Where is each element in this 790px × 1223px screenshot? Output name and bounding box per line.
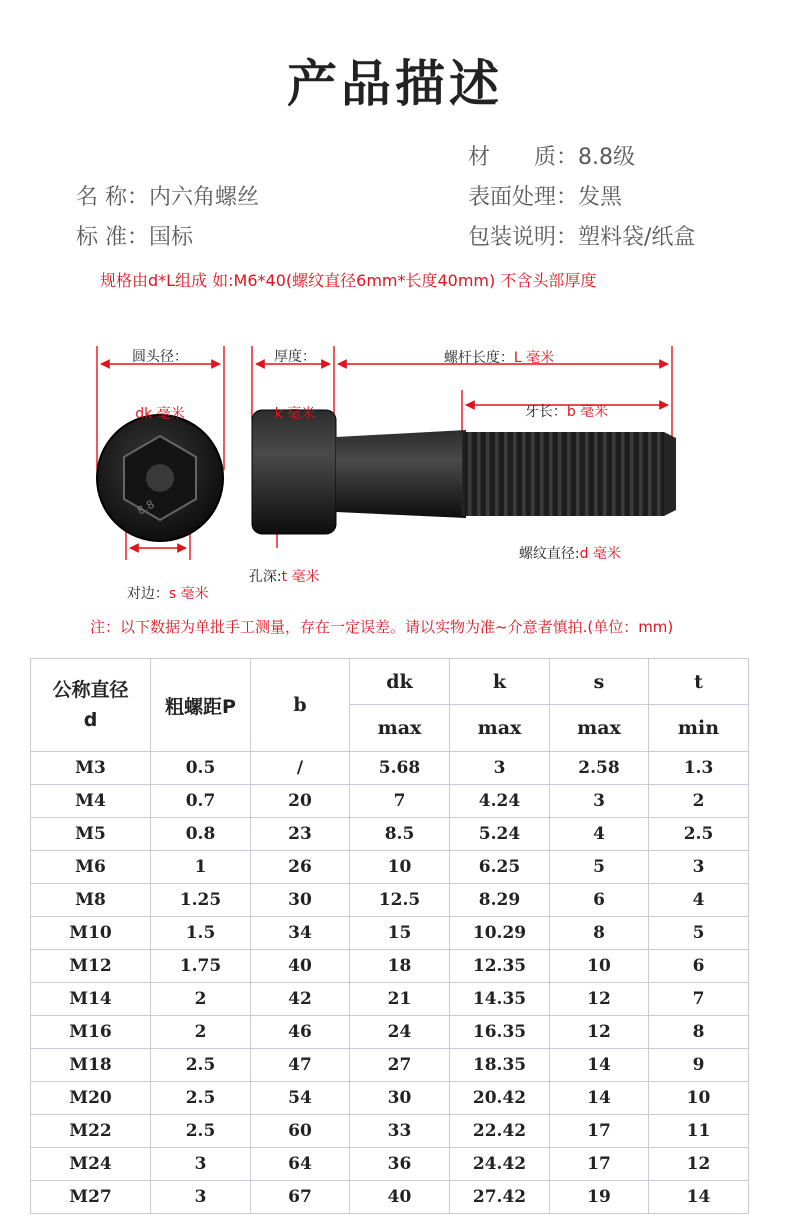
table-cell: 8.29 [450,884,550,917]
table-cell: 6 [649,950,749,983]
header-t: t [649,659,749,705]
table-cell: 3 [450,752,550,785]
header-b: b [251,659,350,752]
spec-packaging: 包装说明：塑料袋/纸盒 [468,225,696,250]
header-k: k [450,659,550,705]
table-cell: 20.42 [450,1082,550,1115]
table-cell: 2.58 [550,752,649,785]
table-cell: 30 [251,884,350,917]
table-row [31,950,749,983]
bolt-diagram [0,300,790,600]
table-cell: 10.29 [450,917,550,950]
table-cell: 24.42 [450,1148,550,1181]
table-cell: 7 [350,785,450,818]
table-cell: M16 [31,1016,151,1049]
table-cell: M24 [31,1148,151,1181]
table-cell: 6 [550,884,649,917]
across-flats-label: 对边：s 毫米 [126,586,209,602]
measurement-note: 注：以下数据为单批手工测量，存在一定误差。请以实物为准~介意者慎拍.(单位：mm) [90,618,674,636]
table-cell: 1.3 [649,752,749,785]
table-cell: 4 [649,884,749,917]
table-cell: 40 [251,950,350,983]
table-cell: 6.25 [450,851,550,884]
table-cell: 24 [350,1016,450,1049]
table-cell: 2.5 [151,1049,251,1082]
table-row [31,1016,749,1049]
table-cell: M27 [31,1181,151,1214]
table-cell: 67 [251,1181,350,1214]
table-cell: 33 [350,1115,450,1148]
table-row [31,818,749,851]
table-cell: 0.8 [151,818,251,851]
table-cell: 20 [251,785,350,818]
table-cell: 8.5 [350,818,450,851]
head-diameter-label: 圆头径： dk 毫米 [132,349,188,422]
table-cell: M6 [31,851,151,884]
header-t-sub: min [649,705,749,752]
table-cell: 16.35 [450,1016,550,1049]
table-cell: 2.5 [151,1082,251,1115]
table-cell: 3 [151,1148,251,1181]
table-cell: 47 [251,1049,350,1082]
table-cell: 2 [649,785,749,818]
table-row [31,1181,749,1214]
table-cell: 3 [649,851,749,884]
spec-standard: 标 准：国标 [76,225,193,250]
table-cell: 11 [649,1115,749,1148]
table-row [31,1115,749,1148]
table-cell: 18 [350,950,450,983]
header-nominal-diameter: 公称直径 d [31,659,151,752]
table-cell: 12 [649,1148,749,1181]
table-cell: 10 [350,851,450,884]
table-cell: 17 [550,1115,649,1148]
hole-depth-label: 孔深:t 毫米 [248,569,320,585]
head-marking: 8.8 [135,497,157,518]
table-cell: 64 [251,1148,350,1181]
table-cell: 60 [251,1115,350,1148]
table-cell: M20 [31,1082,151,1115]
table-row [31,752,749,785]
page-title: 产品描述 [287,55,503,113]
table-cell: 7 [649,983,749,1016]
table-cell: 5 [550,851,649,884]
table-cell: 4.24 [450,785,550,818]
table-cell: 12.35 [450,950,550,983]
header-pitch: 粗螺距P [151,659,251,752]
table-cell: 2 [151,983,251,1016]
table-cell: 34 [251,917,350,950]
table-cell: 5 [649,917,749,950]
table-cell: 0.5 [151,752,251,785]
table-cell: M14 [31,983,151,1016]
table-cell: M3 [31,752,151,785]
spec-material: 材 质：8.8级 [468,145,635,170]
table-cell: 1.5 [151,917,251,950]
table-cell: 54 [251,1082,350,1115]
table-cell: 3 [550,785,649,818]
table-cell: 1.25 [151,884,251,917]
table-cell: 40 [350,1181,450,1214]
table-cell: 26 [251,851,350,884]
table-row [31,1148,749,1181]
table-cell: 1 [151,851,251,884]
table-cell: 21 [350,983,450,1016]
thread-length-label: 牙长：b 毫米 [524,404,609,420]
table-cell: 17 [550,1148,649,1181]
spec-format-note: 规格由d*L组成 如:M6*40(螺纹直径6mm*长度40mm) 不含头部厚度 [100,271,597,290]
table-cell: / [251,752,350,785]
table-cell: 22.42 [450,1115,550,1148]
table-cell: 0.7 [151,785,251,818]
table-row [31,785,749,818]
table-cell: 1.75 [151,950,251,983]
table-cell: 5.68 [350,752,450,785]
table-cell: 23 [251,818,350,851]
spec-name: 名 称：内六角螺丝 [76,185,259,210]
table-cell: M4 [31,785,151,818]
header-s-sub: max [550,705,649,752]
table-cell: 14 [550,1082,649,1115]
table-cell: M10 [31,917,151,950]
table-cell: 2.5 [151,1115,251,1148]
table-cell: M5 [31,818,151,851]
table-cell: 8 [550,917,649,950]
table-cell: 14 [649,1181,749,1214]
table-row [31,1049,749,1082]
table-cell: 10 [649,1082,749,1115]
shank-length-label: 螺杆长度：L 毫米 [443,350,555,366]
table-cell: 36 [350,1148,450,1181]
table-cell: M22 [31,1115,151,1148]
table-cell: 12.5 [350,884,450,917]
header-s: s [550,659,649,705]
table-cell: 2.5 [649,818,749,851]
table-cell: 27.42 [450,1181,550,1214]
header-dk: dk [350,659,450,705]
table-cell: 46 [251,1016,350,1049]
spec-surface: 表面处理：发黑 [468,185,623,210]
table-row [31,917,749,950]
table-row [31,851,749,884]
table-cell: 4 [550,818,649,851]
header-k-sub: max [450,705,550,752]
table-cell: 12 [550,1016,649,1049]
table-cell: 2 [151,1016,251,1049]
table-cell: 19 [550,1181,649,1214]
table-cell: 9 [649,1049,749,1082]
table-cell: 12 [550,983,649,1016]
table-cell: 3 [151,1181,251,1214]
table-cell: 42 [251,983,350,1016]
table-row [31,884,749,917]
table-cell: 27 [350,1049,450,1082]
table-cell: 15 [350,917,450,950]
table-cell: 14 [550,1049,649,1082]
table-cell: M8 [31,884,151,917]
table-row [31,983,749,1016]
spec-table [30,658,749,1214]
table-cell: 8 [649,1016,749,1049]
table-row [31,1082,749,1115]
table-cell: M18 [31,1049,151,1082]
header-dk-sub: max [350,705,450,752]
table-cell: 5.24 [450,818,550,851]
thickness-label: 厚度： k 毫米 [274,349,316,422]
table-cell: 10 [550,950,649,983]
table-cell: 18.35 [450,1049,550,1082]
table-cell: M12 [31,950,151,983]
thread-diameter-label: 螺纹直径:d 毫米 [518,546,621,562]
table-cell: 30 [350,1082,450,1115]
table-cell: 14.35 [450,983,550,1016]
